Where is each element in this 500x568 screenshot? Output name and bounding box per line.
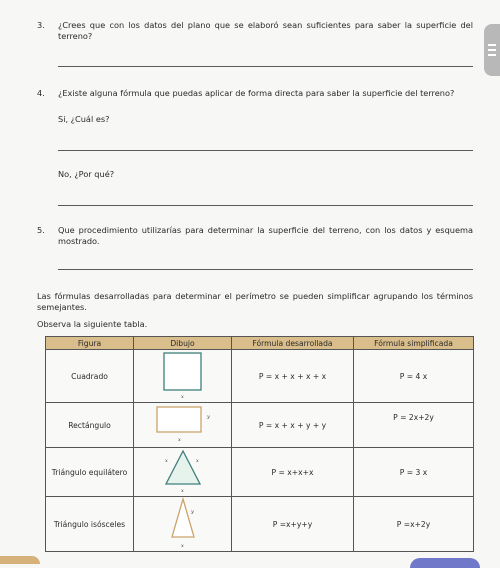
- figure-name: Triángulo isósceles: [46, 497, 134, 552]
- side-label-x: x: [195, 458, 199, 464]
- drawing-cell: [134, 448, 232, 497]
- developed-formula: P = x + x + x + x: [232, 350, 354, 403]
- question-number: 5.: [37, 225, 45, 235]
- question-number: 3.: [37, 20, 45, 30]
- figure-name: Rectángulo: [46, 403, 134, 448]
- side-label-x: x: [180, 394, 184, 400]
- corner-decoration: [410, 558, 480, 568]
- drawing-cell: [134, 350, 232, 403]
- simplified-formula: P = 4 x: [354, 350, 474, 403]
- isosceles-triangle-shape: [172, 499, 194, 537]
- side-label-x: x: [180, 543, 184, 549]
- developed-formula: P = x + x + y + y: [232, 403, 354, 448]
- question-text: ¿Crees que con los datos del plano que se elaboró sean suficientes para saber la superficie del terreno?: [58, 20, 473, 41]
- answer-line[interactable]: [58, 150, 473, 151]
- rectangle-shape: [157, 407, 201, 432]
- developed-formula: P = x+x+x: [232, 448, 354, 497]
- square-shape: [164, 353, 201, 390]
- isosceles-triangle-drawing: [153, 497, 213, 549]
- equilateral-triangle-drawing: [153, 448, 213, 494]
- table-row: [46, 497, 474, 552]
- handle-bar: [488, 54, 496, 56]
- table-header-row: [46, 337, 474, 350]
- header-formula-desarrollada: Fórmula desarrollada: [232, 337, 354, 350]
- table-instruction: Observa la siguiente tabla.: [37, 319, 148, 329]
- header-figura: Figura: [46, 337, 134, 350]
- header-formula-simplificada: Fórmula simplificada: [354, 337, 474, 350]
- rectangle-drawing: [148, 403, 218, 445]
- drawing-cell: [134, 497, 232, 552]
- figure-name: Cuadrado: [46, 350, 134, 403]
- side-label-x: x: [177, 437, 181, 443]
- drawing-cell: [134, 403, 232, 448]
- question-text: Que procedimiento utilizarías para determinar la superficie del terreno, con los datos y esquema mostrado.: [58, 225, 473, 246]
- side-label-y: y: [206, 414, 210, 420]
- question-number: 4.: [37, 88, 45, 98]
- developed-formula: P =x+y+y: [232, 497, 354, 552]
- table-row: [46, 403, 474, 448]
- explanatory-paragraph: Las fórmulas desarrolladas para determinar el perímetro se pueden simplificar agrupando los términos semejantes.: [37, 291, 473, 312]
- side-tab-handle[interactable]: [484, 24, 500, 76]
- simplified-formula: P = 3 x: [354, 448, 474, 497]
- equilateral-triangle-shape: [166, 451, 200, 484]
- square-drawing: [153, 350, 213, 400]
- answer-line[interactable]: [58, 66, 473, 67]
- simplified-formula: P =x+2y: [354, 497, 474, 552]
- side-label-x: x: [164, 458, 168, 464]
- handle-bar: [488, 49, 496, 51]
- answer-line[interactable]: [58, 205, 473, 206]
- formulas-table: [45, 336, 474, 552]
- q4-yes-prompt: Si, ¿Cuál es?: [58, 114, 110, 124]
- simplified-formula: P = 2x+2y: [354, 403, 474, 448]
- answer-line[interactable]: [58, 269, 473, 270]
- figure-name: Triángulo equilátero: [46, 448, 134, 497]
- handle-bar: [488, 44, 496, 46]
- header-dibujo: Dibujo: [134, 337, 232, 350]
- side-label-x: x: [180, 488, 184, 494]
- table-row: [46, 448, 474, 497]
- corner-decoration: [0, 556, 40, 564]
- question-text: ¿Existe alguna fórmula que puedas aplicar de forma directa para saber la superficie del terreno?: [58, 88, 455, 98]
- q4-no-prompt: No, ¿Por qué?: [58, 169, 115, 179]
- side-label-y: y: [190, 509, 194, 515]
- table-row: [46, 350, 474, 403]
